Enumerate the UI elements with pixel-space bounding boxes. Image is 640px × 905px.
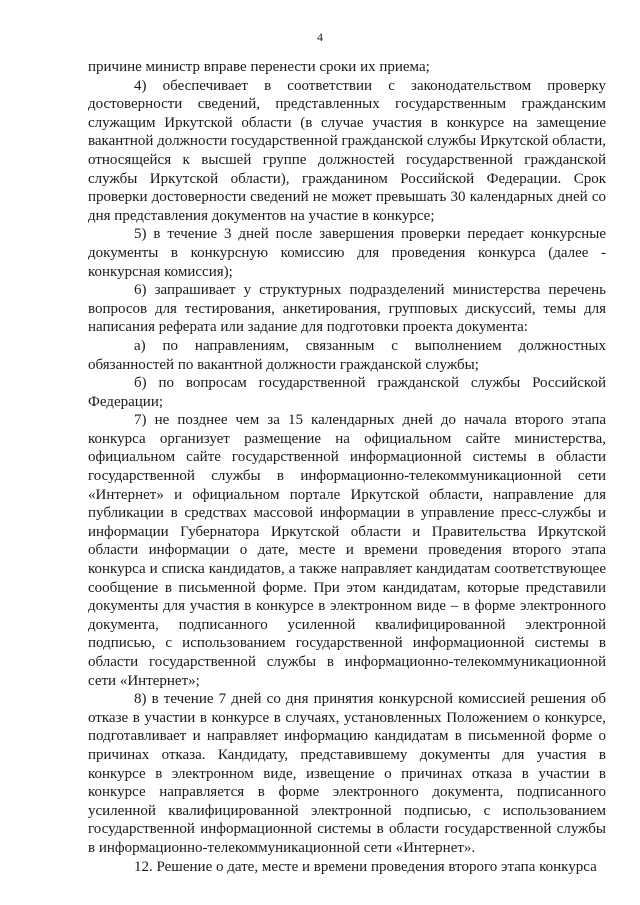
paragraph-section-12: 12. Решение о дате, месте и времени проведения второго этапа конкурса <box>134 858 597 875</box>
paragraph-subitem-a: а) по направлениям, связанным с выполнением должностных обязанностей по вакантной должности гражданской службы; <box>88 337 606 373</box>
paragraph-item-6: 6) запрашивает у структурных подразделений министерства перечень вопросов для тестирования, анкетирования, групповых дискуссий, темы для написания реферата или задание для подготовки проекта документа: <box>88 282 606 336</box>
paragraph-subitem-b: б) по вопросам государственной гражданской службы Российской Федерации; <box>88 375 606 410</box>
paragraph-continuation: причине министр вправе перенести сроки их приема; <box>88 59 430 75</box>
paragraph-item-5: 5) в течение 3 дней после завершения проверки передает конкурсные документы в конкурсную комиссию для проведения конкурса (далее - конкурсная комиссия); <box>88 226 606 280</box>
paragraph-item-8: 8) в течение 7 дней со дня принятия конкурсной комиссией решения об отказе в участии в конкурсе в случаях, установленных Положением о конкурсе, подготавливает и направляет информацию кандидатам в письменной форме о причинах отказа. Кандидату, представившему документы для участия в конкурсе в электронном виде, извещение о причинах отказа в участии в конкурсе направляется в форме электронного документа, подписанного усиленной квалифицированной электронной подписью, с использованием государственной информационной системы в области государственной службы в информационно-телекоммуникационной сети «Интернет». <box>88 691 606 856</box>
document-body <box>88 58 606 876</box>
page-number: 4 <box>317 30 323 44</box>
paragraph-item-7: 7) не позднее чем за 15 календарных дней до начала второго этапа конкурса организует размещение на официальном сайте министерства, официальном сайте государственной информационной системы в области государственной службы в информационно-телекоммуникационной сети «Интернет» и официальном портале Иркутской области, направление для публикации в средствах массовой информации в управление пресс-службы и информации Губернатора Иркутской области и Правительства Иркутской области информации о дате, месте и времени проведения второго этапа конкурса и списка кандидатов, а также направляет кандидатам соответствующее сообщение в письменной форме. При этом кандидатам, которые представили документы для участия в конкурсе в электронном виде – в форме электронного документа, подписанного усиленной квалифицированной электронной подписью, с использованием государственной информационной системы в области государственной службы в информационно-телекоммуникационной сети «Интернет»; <box>88 412 606 689</box>
paragraph-item-4: 4) обеспечивает в соответствии с законодательством проверку достоверности сведений, представленных государственным гражданским служащим Иркутской области (в случае участия в конкурсе на замещение вакантной должности государственной гражданской службы Иркутской области, относящейся к высшей группе должностей государственной гражданской службы Иркутской области), гражданином Российской Федерации. Срок проверки достоверности сведений не может превышать 30 календарных дней со дня представления документов на участие в конкурсе; <box>88 77 606 224</box>
